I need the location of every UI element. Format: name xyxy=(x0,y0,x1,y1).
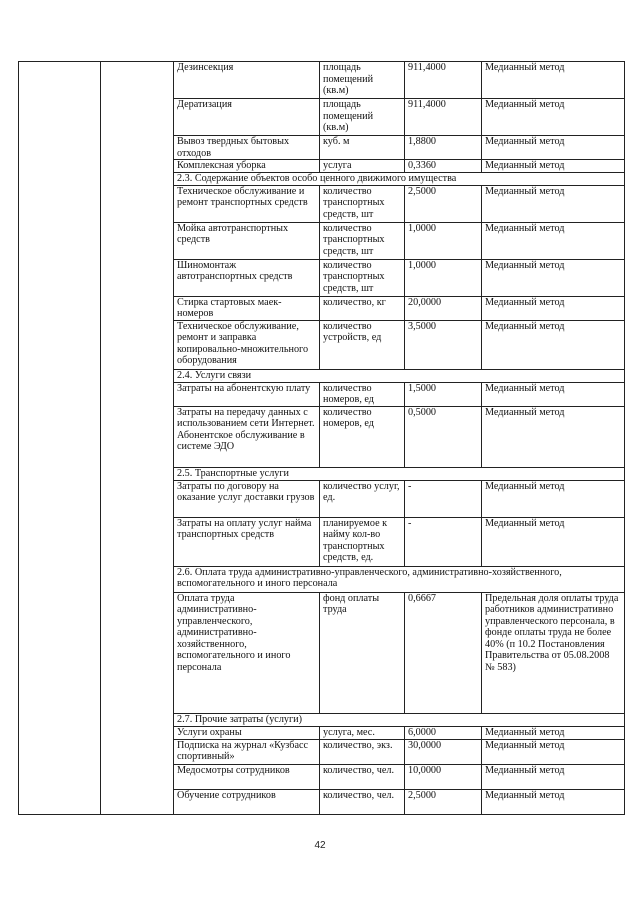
method-cell: Медианный метод xyxy=(482,726,625,739)
unit-cell: количество, кг xyxy=(320,296,405,320)
cost-item-name: Обучение сотрудников xyxy=(174,789,320,814)
cost-item-name: Затраты на оплату услуг найма транспортных средств xyxy=(174,517,320,566)
cost-item-name: Оплата труда административно-управленческого, административно-хозяйственного, вспомогательного и иного персонала xyxy=(174,592,320,713)
method-cell: Медианный метод xyxy=(482,136,625,160)
cost-item-name: Комплексная уборка xyxy=(174,160,320,173)
method-cell: Медианный метод xyxy=(482,320,625,369)
section-title: 2.6. Оплата труда административно-управленческого, административно-хозяйственного, вспомогательного и иного персонала xyxy=(174,566,625,592)
cost-item-name: Затраты на абонентскую плату xyxy=(174,382,320,406)
unit-cell: количество номеров, ед xyxy=(320,382,405,406)
unit-cell: планируемое к найму кол-во транспортных средств, ед. xyxy=(320,517,405,566)
value-cell: 30,0000 xyxy=(405,739,482,764)
method-cell: Медианный метод xyxy=(482,406,625,467)
value-cell: - xyxy=(405,517,482,566)
method-cell: Медианный метод xyxy=(482,764,625,789)
unit-cell: куб. м xyxy=(320,136,405,160)
unit-cell: фонд оплаты труда xyxy=(320,592,405,713)
unit-cell: количество услуг, ед. xyxy=(320,480,405,517)
unit-cell: площадь помещений (кв.м) xyxy=(320,99,405,136)
cost-item-name: Техническое обслуживание и ремонт транспортных средств xyxy=(174,185,320,222)
unit-cell: количество, чел. xyxy=(320,789,405,814)
cost-item-name: Подписка на журнал «Кузбасс спортивный» xyxy=(174,739,320,764)
value-cell: 2,5000 xyxy=(405,185,482,222)
value-cell: 1,5000 xyxy=(405,382,482,406)
cost-item-name: Дезинсекция xyxy=(174,62,320,99)
method-cell: Медианный метод xyxy=(482,259,625,296)
cost-item-name: Медосмотры сотрудников xyxy=(174,764,320,789)
method-cell: Медианный метод xyxy=(482,789,625,814)
table-body xyxy=(19,62,625,815)
unit-cell: количество устройств, ед xyxy=(320,320,405,369)
unit-cell: количество транспортных средств, шт xyxy=(320,222,405,259)
table-row xyxy=(19,62,625,99)
method-cell: Медианный метод xyxy=(482,739,625,764)
cost-item-name: Услуги охраны xyxy=(174,726,320,739)
cost-item-name: Мойка автотранспортных средств xyxy=(174,222,320,259)
value-cell: - xyxy=(405,480,482,517)
section-title: 2.3. Содержание объектов особо ценного движимого имущества xyxy=(174,172,625,185)
method-cell: Медианный метод xyxy=(482,382,625,406)
method-cell: Медианный метод xyxy=(482,296,625,320)
value-cell: 1,0000 xyxy=(405,259,482,296)
unit-cell: площадь помещений (кв.м) xyxy=(320,62,405,99)
value-cell: 2,5000 xyxy=(405,789,482,814)
cost-item-name: Затраты на передачу данных с использованием сети Интернет. Абонентское обслуживание в системе ЭДО xyxy=(174,406,320,467)
method-cell: Медианный метод xyxy=(482,517,625,566)
value-cell: 20,0000 xyxy=(405,296,482,320)
value-cell: 911,4000 xyxy=(405,99,482,136)
section-title: 2.7. Прочие затраты (услуги) xyxy=(174,713,625,726)
method-cell: Медианный метод xyxy=(482,160,625,173)
method-cell: Медианный метод xyxy=(482,62,625,99)
value-cell: 3,5000 xyxy=(405,320,482,369)
value-cell: 911,4000 xyxy=(405,62,482,99)
outer-second-cell xyxy=(101,62,174,815)
unit-cell: услуга xyxy=(320,160,405,173)
cost-item-name: Дератизация xyxy=(174,99,320,136)
unit-cell: услуга, мес. xyxy=(320,726,405,739)
cost-item-name: Стирка стартовых маек-номеров xyxy=(174,296,320,320)
value-cell: 1,8800 xyxy=(405,136,482,160)
method-cell: Медианный метод xyxy=(482,185,625,222)
outer-left-cell xyxy=(19,62,101,815)
value-cell: 0,6667 xyxy=(405,592,482,713)
cost-item-name: Шиномонтаж автотранспортных средств xyxy=(174,259,320,296)
value-cell: 10,0000 xyxy=(405,764,482,789)
section-title: 2.4. Услуги связи xyxy=(174,369,625,382)
unit-cell: количество транспортных средств, шт xyxy=(320,185,405,222)
cost-item-name: Техническое обслуживание, ремонт и заправка копировально-множительного оборудования xyxy=(174,320,320,369)
unit-cell: количество транспортных средств, шт xyxy=(320,259,405,296)
cost-item-name: Затраты по договору на оказание услуг доставки грузов xyxy=(174,480,320,517)
value-cell: 1,0000 xyxy=(405,222,482,259)
unit-cell: количество номеров, ед xyxy=(320,406,405,467)
unit-cell: количество, чел. xyxy=(320,764,405,789)
value-cell: 0,5000 xyxy=(405,406,482,467)
method-cell: Медианный метод xyxy=(482,480,625,517)
section-title: 2.5. Транспортные услуги xyxy=(174,467,625,480)
method-cell: Предельная доля оплаты труда работников административно управленческого персонала, в фонде оплаты труда не более 40% (п 10.2 Постановления Правительства от 05.08.2008 № 583) xyxy=(482,592,625,713)
cost-item-name: Вывоз твердных бытовых отходов xyxy=(174,136,320,160)
value-cell: 0,3360 xyxy=(405,160,482,173)
page-number: 42 xyxy=(314,840,326,851)
cost-norms-table xyxy=(18,61,625,815)
method-cell: Медианный метод xyxy=(482,99,625,136)
value-cell: 6,0000 xyxy=(405,726,482,739)
method-cell: Медианный метод xyxy=(482,222,625,259)
unit-cell: количество, экз. xyxy=(320,739,405,764)
